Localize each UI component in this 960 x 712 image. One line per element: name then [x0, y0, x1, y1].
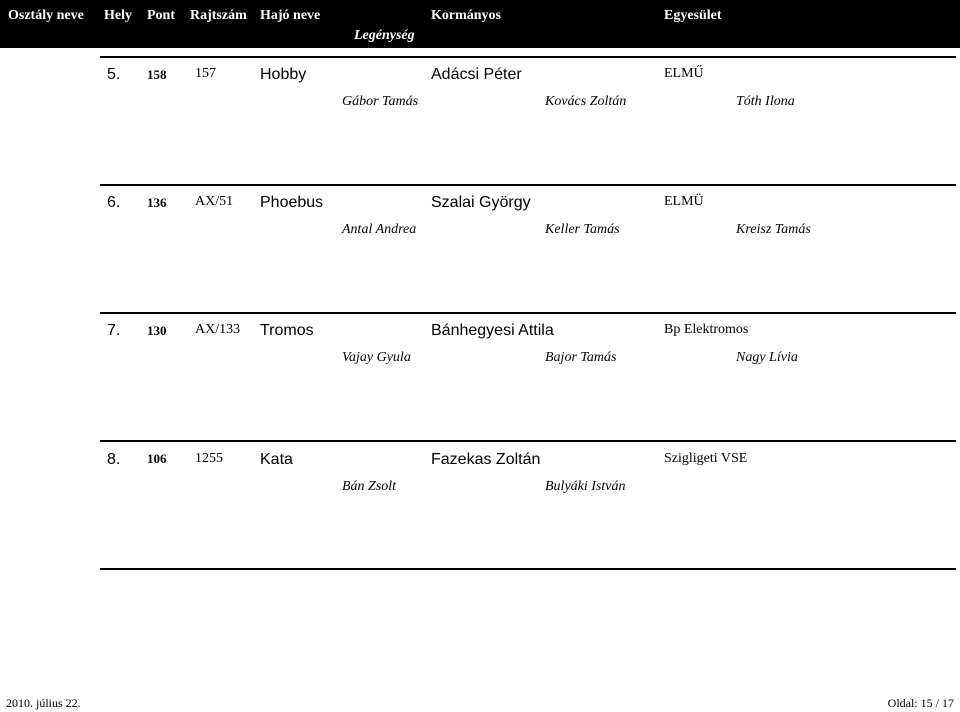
row-divider: [100, 184, 956, 186]
points: 136: [147, 195, 167, 210]
place: 8.: [107, 451, 121, 468]
crew-member: Nagy Lívia: [736, 350, 798, 365]
footer-date: 2010. július 22.: [6, 696, 81, 710]
place: 5.: [107, 66, 121, 83]
row-divider: [100, 312, 956, 314]
skipper: Adácsi Péter: [431, 66, 522, 83]
club: Szigligeti VSE: [664, 451, 748, 466]
club: Bp Elektromos: [664, 322, 749, 337]
points: 106: [147, 451, 167, 466]
col-header-legenyseg: Legénység: [354, 28, 415, 43]
points: 158: [147, 67, 167, 82]
crew-member: Kreisz Tamás: [736, 222, 811, 237]
crew-member: Tóth Ilona: [736, 94, 795, 109]
crew-member: Bajor Tamás: [545, 350, 617, 365]
sail-number: AX/51: [195, 194, 234, 209]
col-header-hajo: Hajó neve: [260, 8, 321, 23]
row-divider: [100, 440, 956, 442]
row-divider: [100, 568, 956, 570]
col-header-osztaly: Osztály neve: [8, 8, 84, 23]
sail-number: 157: [195, 66, 216, 81]
footer-page-number: Oldal: 15 / 17: [887, 696, 954, 710]
col-header-rajtszam: Rajtszám: [190, 8, 247, 23]
sail-number: 1255: [195, 451, 223, 466]
skipper: Szalai György: [431, 194, 531, 211]
club: ELMŰ: [664, 66, 704, 81]
col-header-kormanyos: Kormányos: [431, 8, 501, 23]
skipper: Bánhegyesi Attila: [431, 322, 554, 339]
points: 130: [147, 323, 167, 338]
crew-member: Bán Zsolt: [342, 479, 397, 494]
crew-member: Gábor Tamás: [342, 94, 419, 109]
crew-member: Bulyáki István: [545, 479, 626, 494]
col-header-hely: Hely: [104, 8, 132, 23]
crew-member: Keller Tamás: [545, 222, 620, 237]
boat-name: Hobby: [260, 66, 307, 83]
crew-member: Antal Andrea: [342, 222, 417, 237]
crew-member: Kovács Zoltán: [545, 94, 627, 109]
col-header-egyesulet: Egyesület: [664, 8, 722, 23]
col-header-pont: Pont: [147, 8, 175, 23]
boat-name: Phoebus: [260, 194, 324, 211]
row-divider: [100, 56, 956, 58]
boat-name: Tromos: [260, 322, 314, 339]
boat-name: Kata: [260, 451, 293, 468]
place: 7.: [107, 322, 121, 339]
place: 6.: [107, 194, 121, 211]
crew-member: Vajay Gyula: [342, 350, 411, 365]
club: ELMÜ: [664, 194, 704, 209]
skipper: Fazekas Zoltán: [431, 451, 541, 468]
sail-number: AX/133: [195, 322, 241, 337]
